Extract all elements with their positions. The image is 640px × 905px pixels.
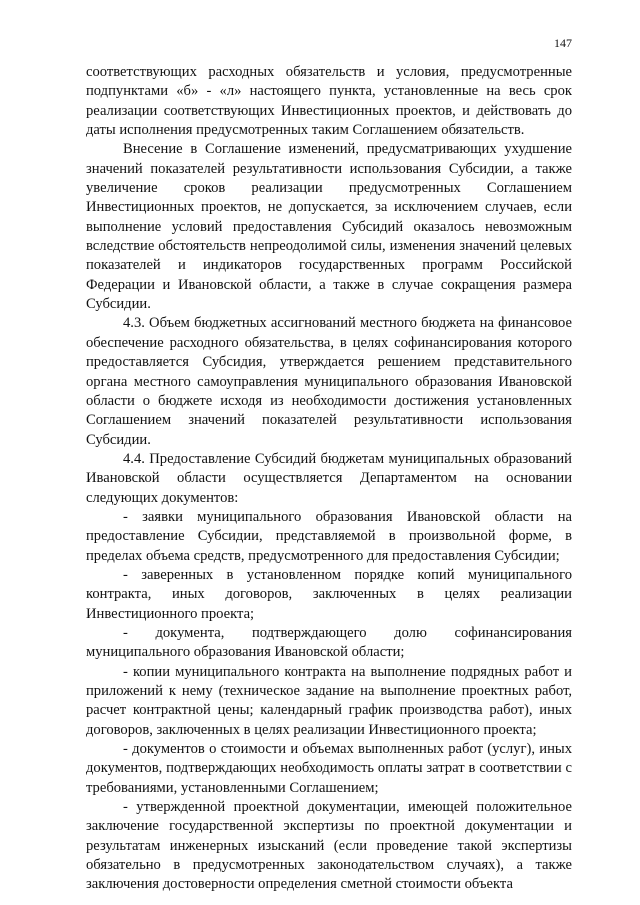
list-item-cofinancing-document: - документа, подтверждающего долю софинансирования муниципального образования Ивановской области; [86, 624, 572, 661]
list-item-cost-documents: - документов о стоимости и объемах выполненных работ (услуг), иных документов, подтверждающих необходимость оплаты затрат в соответствии с требованиями, установленными Соглашением; [86, 741, 572, 796]
paragraph-amendments: Внесение в Соглашение изменений, предусматривающих ухудшение значений показателей результативности использования Субсидии, а также увеличение сроков реализации предусмотренных Соглашением Инвестиционных проектов, не допускается, за исключением случаев, если выполнение условий предоставления Субсидий оказалось невозможным вследствие обстоятельств непреодолимой силы, изменения значений целевых показателей и индикаторов государственных программ Российской Федерации и Ивановской области, а также в случае сокращения размера Субсидии. [86, 141, 572, 313]
paragraph-continuation: соответствующих расходных обязательств и условия, предусмотренные подпунктами «б» - «л» настоящего пункта, установленные на весь срок реализации соответствующих Инвестиционных проектов, и действовать до даты исполнения предусмотренных таким Соглашением обязательств. [86, 64, 572, 139]
list-item-contract-copies: - заверенных в установленном порядке копий муниципального контракта, иных договоров, заключенных в целях реализации Инвестиционного проекта; [86, 566, 572, 622]
paragraph-4-3: 4.3. Объем бюджетных ассигнований местного бюджета на финансовое обеспечение расходного обязательства, в целях софинансирования которого предоставляется Субсидия, утверждается решением представительного органа местного самоуправления муниципального образования Ивановской области о бюджете исходя из необходимости достижения установленных Соглашением значений показателей результативности использования Субсидии. [86, 315, 572, 448]
list-item-application: - заявки муниципального образования Ивановской области на предоставление Субсидии, представляемой в произвольной форме, в пределах объема средств, предусмотренного для предоставления Субсидии; [86, 508, 572, 564]
list-item-project-documentation: - утвержденной проектной документации, имеющей положительное заключение государственной экспертизы по проектной документации и результатам инженерных изысканий (если проведение такой экспертизы обязательно в предусмотренных законодательством случаях), а также заключения достоверности определения сметной стоимости объекта [86, 799, 572, 893]
paragraph-4-4: 4.4. Предоставление Субсидий бюджетам муниципальных образований Ивановской области осуществляется Департаментом на основании следующих документов: [86, 450, 572, 506]
page-number: 147 [554, 36, 572, 50]
document-body [86, 63, 572, 895]
list-item-municipal-contract: - копии муниципального контракта на выполнение подрядных работ и приложений к нему (техническое задание на выполнение проектных работ, расчет контрактной цены; календарный график производства работ), иных договоров, заключенных в целях реализации Инвестиционного проекта; [86, 663, 572, 738]
